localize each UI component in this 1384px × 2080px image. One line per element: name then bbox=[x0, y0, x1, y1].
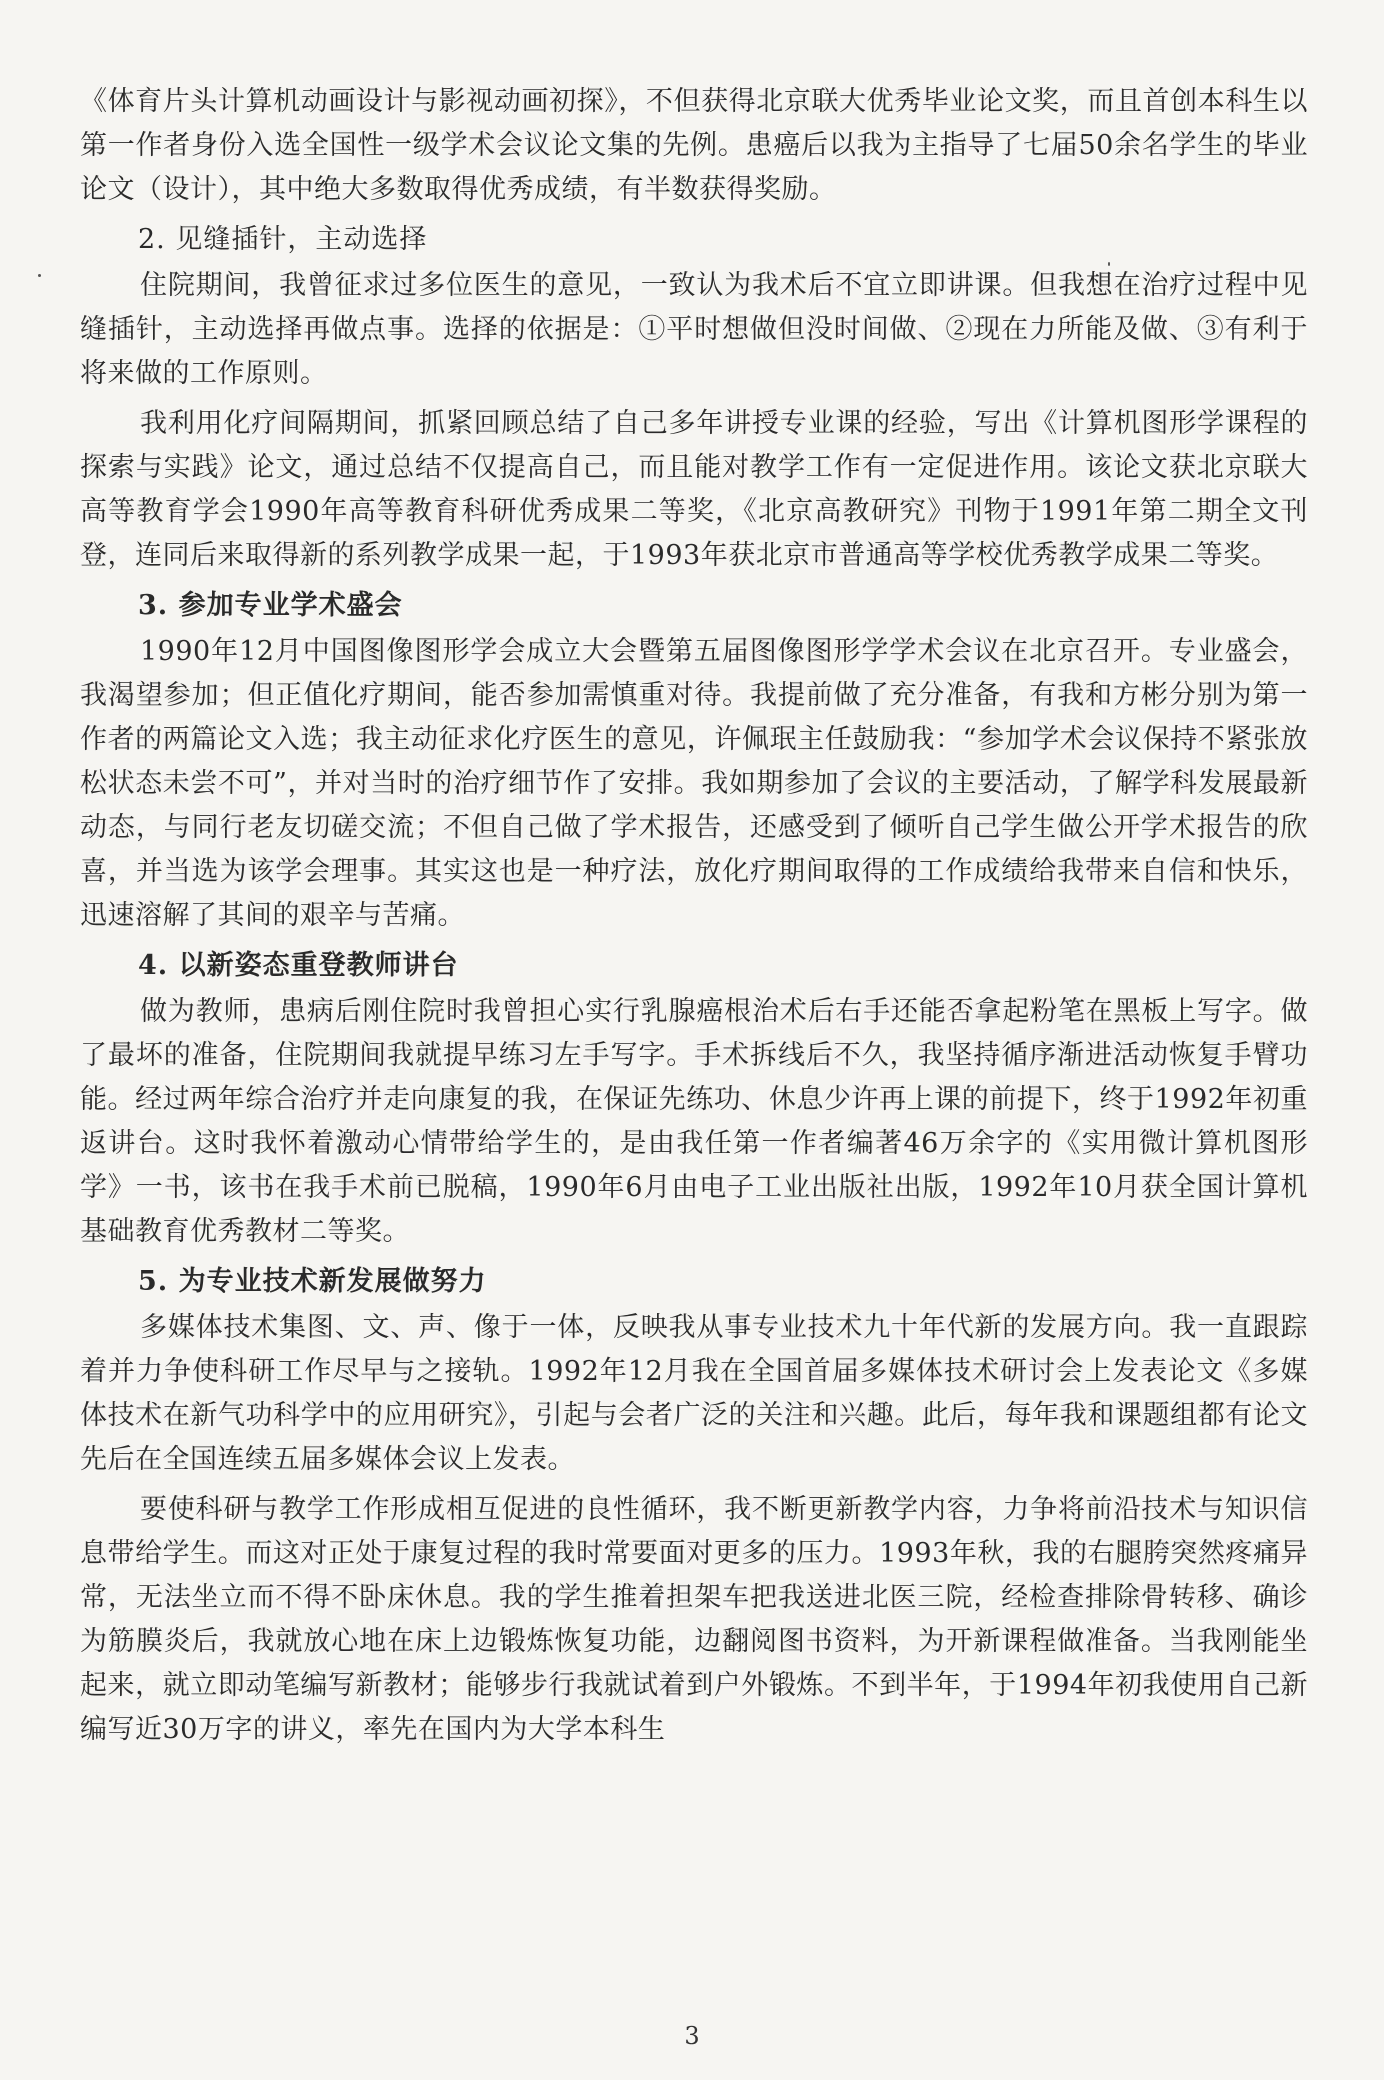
page-number: 3 bbox=[684, 2022, 700, 2050]
paragraph-multimedia: 多媒体技术集图、文、声、像于一体，反映我从事专业技术九十年代新的发展方向。我一直跟踪着并力争使科研工作尽早与之接轨。1992年12月我在全国首届多媒体技术研讨会上发表论文《多媒体技术在新气功科学中的应用研究》，引起与会者广泛的关注和兴趣。此后，每年我和课题组都有论文先后在全国连续五届多媒体会议上发表。 bbox=[80, 1312, 1308, 1475]
paragraph-thesis-guidance: 《体育片头计算机动画设计与影视动画初探》，不但获得北京联大优秀毕业论文奖，而且首创本科生以第一作者身份入选全国性一级学术会议论文集的先例。患癌后以我为主指导了七届50余名学生的毕业论文（设计），其中绝大多数取得优秀成绩，有半数获得奖励。 bbox=[80, 86, 1308, 205]
paragraph-return-to-lectern: 做为教师，患病后刚住院时我曾担心实行乳腺癌根治术后右手还能否拿起粉笔在黑板上写字。做了最坏的准备，住院期间我就提早练习左手写字。手术拆线后不久，我坚持循序渐进活动恢复手臂功能。经过两年综合治疗并走向康复的我，在保证先练功、休息少许再上课的前提下，终于1992年初重返讲台。这时我怀着激动心情带给学生的，是由我任第一作者编著46万余字的《实用微计算机图形学》一书，该书在我手术前已脱稿，1990年6月由电子工业出版社出版，1992年10月获全国计算机基础教育优秀教材二等奖。 bbox=[80, 996, 1308, 1247]
paragraph-course-paper: 我利用化疗间隔期间，抓紧回顾总结了自己多年讲授专业课的经验，写出《计算机图形学课程的探索与实践》论文，通过总结不仅提高自己，而且能对教学工作有一定促进作用。该论文获北京联大高等教育学会1990年高等教育科研优秀成果二等奖，《北京高教研究》刊物于1991年第二期全文刊登，连同后来取得新的系列教学成果一起，于1993年获北京市普通高等学校优秀教学成果二等奖。 bbox=[80, 408, 1308, 571]
section-heading-4: 4. 以新姿态重登教师讲台 bbox=[138, 950, 459, 981]
paragraph-hospital-choice: 住院期间，我曾征求过多位医生的意见，一致认为我术后不宜立即讲课。但我想在治疗过程中见缝插针，主动选择再做点事。选择的依据是：①平时想做但没时间做、②现在力所能及做、③有利于将来做的工作原则。 bbox=[80, 270, 1308, 389]
section-heading-2: 2. 见缝插针，主动选择 bbox=[138, 224, 428, 255]
scan-speck bbox=[38, 274, 41, 277]
section-heading-5: 5. 为专业技术新发展做努力 bbox=[138, 1266, 487, 1297]
paragraph-teaching-cycle: 要使科研与教学工作形成相互促进的良性循环，我不断更新教学内容，力争将前沿技术与知识信息带给学生。而这对正处于康复过程的我时常要面对更多的压力。1993年秋，我的右腿胯突然疼痛异常，无法坐立而不得不卧床休息。我的学生推着担架车把我送进北医三院，经检查排除骨转移、确诊为筋膜炎后，我就放心地在床上边锻炼恢复功能，边翻阅图书资料，为开新课程做准备。当我刚能坐起来，就立即动笔编写新教材；能够步行我就试着到户外锻炼。不到半年，于1994年初我使用自己新编写近30万字的讲义，率先在国内为大学本科生 bbox=[80, 1494, 1308, 1745]
paragraph-academic-conference: 1990年12月中国图像图形学会成立大会暨第五届图像图形学学术会议在北京召开。专业盛会，我渴望参加；但正值化疗期间，能否参加需慎重对待。我提前做了充分准备，有我和方彬分别为第一作者的两篇论文入选；我主动征求化疗医生的意见，许佩珉主任鼓励我：“参加学术会议保持不紧张放松状态未尝不可”，并对当时的治疗细节作了安排。我如期参加了会议的主要活动，了解学科发展最新动态，与同行老友切磋交流；不但自己做了学术报告，还感受到了倾听自己学生做公开学术报告的欣喜，并当选为该学会理事。其实这也是一种疗法，放化疗期间取得的工作成绩给我带来自信和快乐，迅速溶解了其间的艰辛与苦痛。 bbox=[80, 636, 1308, 931]
document-body bbox=[80, 80, 1308, 1758]
scan-speck bbox=[1108, 262, 1110, 266]
section-heading-3: 3. 参加专业学术盛会 bbox=[138, 590, 403, 621]
